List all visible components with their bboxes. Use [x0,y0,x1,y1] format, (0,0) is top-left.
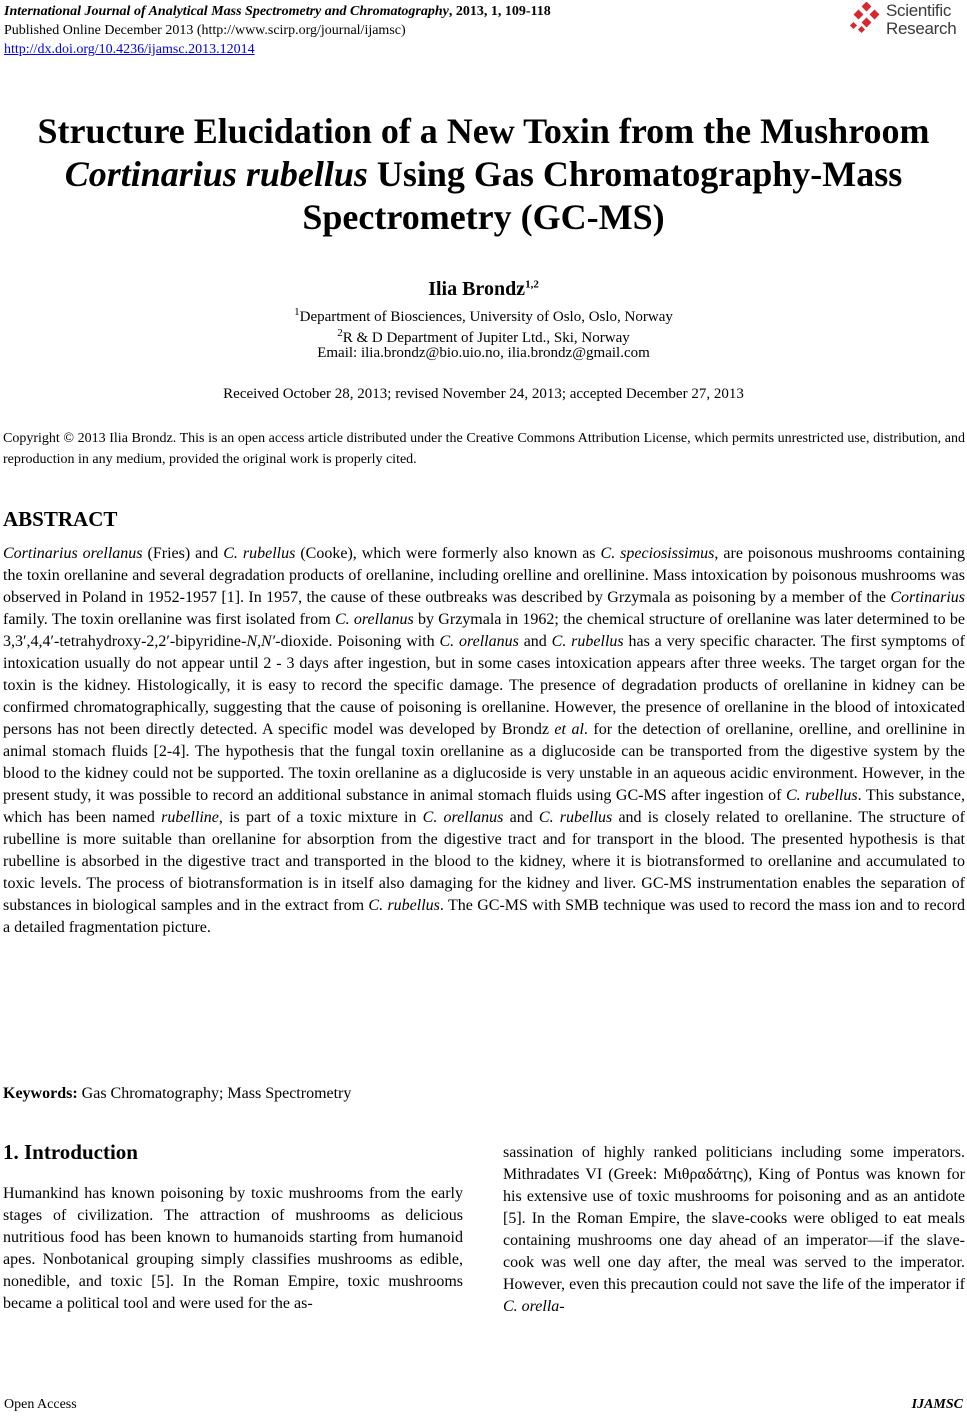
affiliation-2: $^2$R & D Department of Jupiter Ltd., Ski, Norway [337,327,630,346]
abstract-text: and [503,809,539,826]
journal-citation [4,2,551,21]
footer-journal-abbrev: IJAMSC [911,1397,963,1412]
abstract-text: . for the detection of orellanine, orelline, and orellinine in animal stomach fluids [2-4]. The hypothesis that the fungal toxin orellanine as a diglucoside can be transported from the digestive system by the blood to the kidney could not be supported. The toxin orellanine as a diglucoside is very unstable in an aqueous acidic environment. However, in the present study, it was possible to record an additional substance in animal stomach fluids using GC-MS after ingestion of [3,721,965,804]
copyright-notice: Copyright © 2013 Ilia Brondz. This is an open access article distributed under the Creative Commons Attribution License, which permits unrestricted use, distribution, and reproduction in any medium, provided the original work is properly cited. [3,431,965,467]
abstract-italic-term: C. speciosissimus [600,545,715,562]
abstract-text: (Fries) and [142,545,224,562]
abstract-italic-term: et al [554,721,584,738]
abstract-italic-term: Cortinarius orellanus [3,545,143,562]
abstract-italic-term: C. rubellus [538,809,613,826]
published-line: Published Online December 2013 (http://www.scirp.org/journal/ijamsc) [4,23,406,38]
abstract-text: has a very specific character. The first symptoms of intoxication usually do not appear until 2 - 3 days after ingestion, but in some cases intoxication appears after three weeks. The target organ for the toxin is the kidney. Histologically, it is easy to record the specific damage. The presence of degradation products of orellanine in kidney can be confirmed chromatographically, suggesting that the cause of poisoning is orellanine. However, the presence of orellanine in the blood of intoxicated persons has not been directly detected. A specific model was developed by Brondz [3,633,966,738]
author-email: Email: ilia.brondz@bio.uio.no, ilia.brondz@gmail.com [317,345,650,361]
keywords-text: Gas Chromatography; Mass Spectrometry [77,1085,352,1102]
scientific-research-logo [848,2,966,42]
abstract-italic-term: C. rubellus [551,633,624,650]
journal-header [4,2,551,59]
abstract-italic-term: C. orellanus [422,809,504,826]
right-column-italic: C. orella- [503,1298,565,1315]
title-line-3: Spectrometry (GC-MS) [302,197,665,237]
introduction-left-column: Humankind has known poisoning by toxic mushrooms from the early stages of civilization. The attraction of mushrooms as delicious nutritious food has been known to humanoids starting from humanoid apes. Nonbotanical grouping simply classifies mushrooms as edible, nonedible, and toxic [5]. In the Roman Empire, toxic mushrooms became a political tool and were used for the as- [3,1185,463,1312]
abstract-italic-term: N,N′ [246,633,276,650]
abstract-text: family. The toxin orellanine was first isolated from [3,611,335,628]
author-name: Ilia Brondz$^{1,2}$ [428,278,539,300]
affiliation-1: $^1$Department of Biosciences, University of Oslo, Oslo, Norway [294,306,673,325]
abstract-italic-term: C. rubellus [368,897,440,914]
journal-name: International Journal of Analytical Mass Spectrometry and Chromatography [4,4,449,19]
title-species: Cortinarius rubellus [64,154,368,194]
paper-title [0,110,967,239]
keywords [3,1085,351,1103]
abstract-italic-term: C. rubellus [785,787,858,804]
abstract-italic-term: C. orellanus [334,611,414,628]
abstract-italic-term: Cortinarius [890,589,965,606]
author-affiliation-marks: 1,2 [525,278,539,291]
title-line-2: Using Gas Chromatography-Mass [367,154,903,194]
abstract-text: . This substance, which has been named [3,787,965,826]
footer-open-access: Open Access [4,1397,77,1412]
abstract-italic-term: rubelline [161,809,219,826]
journal-volume: , 2013, 1, 109-118 [448,4,551,19]
abstract-text: and [518,633,552,650]
keywords-label: Keywords: [3,1085,78,1102]
abstract-text: , is part of a toxic mixture in [218,809,423,826]
abstract-body [3,543,965,939]
doi-link[interactable]: http://dx.doi.org/10.4236/ijamsc.2013.12014 [4,42,255,57]
abstract-text: -dioxide. Poisoning with [275,633,440,650]
abstract-text: (Cooke), which were formerly also known as [295,545,601,562]
logo-line-1: Scientific [886,1,952,20]
logo-mark-icon [848,2,884,38]
abstract-italic-term: C. rubellus [223,545,296,562]
introduction-heading: 1. Introduction [3,1140,138,1164]
abstract-text: . The GC-MS with SMB technique was used to record the mass ion and to record a detailed fragmentation picture. [3,897,965,936]
abstract-text: by Grzymala in 1962; the chemical structure of orellanine was later determined to be 3,3′,4,4′-tetrahydroxy-2,2′-bipyridine- [3,611,966,650]
introduction-right-column: sassination of highly ranked politicians including some imperators. Mithradates VI (Greek: Μιθραδάτης), King of Pontus was known for his extensive use of toxic mushrooms for poisoning and as an antidote [5]. In the Roman Empire, the slave-cooks were obliged to eat meals containing mushrooms one day ahead of an imperator—if the slave-cook was well one day after, the meal was served to the imperator. However, even this precaution could not save the life of the imperator if C. orella- [503,1144,965,1315]
received-dates: Received October 28, 2013; revised November 24, 2013; accepted December 27, 2013 [223,386,744,402]
abstract-text: and is closely related to orellanine. The structure of rubelline is more suitable than orellanine for absorption from the digestive tract and for transport in the blood. The presented hypothesis is that rubelline is absorbed in the digestive tract and transported in the blood to the kidney, where it is biotransformed to orellanine and accumulated to toxic levels. The process of biotransformation is in itself also damaging for the kidney and liver. GC-MS instrumentation enables the separation of substances in biological samples and in the extract from [3,809,965,914]
abstract-text: , are poisonous mushrooms containing the toxin orellanine and several degradation products of orellanine, including orelline and orellinine. Mass intoxication by poisonous mushrooms was observed in Poland in 1952-1957 [1]. In 1957, the cause of these outbreaks was described by Grzymala as poisoning by a member of the [3,545,965,606]
abstract-italic-term: C. orellanus [439,633,519,650]
logo-line-2: Research [886,19,957,38]
title-line-1: Structure Elucidation of a New Toxin from the Mushroom [37,111,930,151]
abstract-heading: ABSTRACT [3,507,118,531]
